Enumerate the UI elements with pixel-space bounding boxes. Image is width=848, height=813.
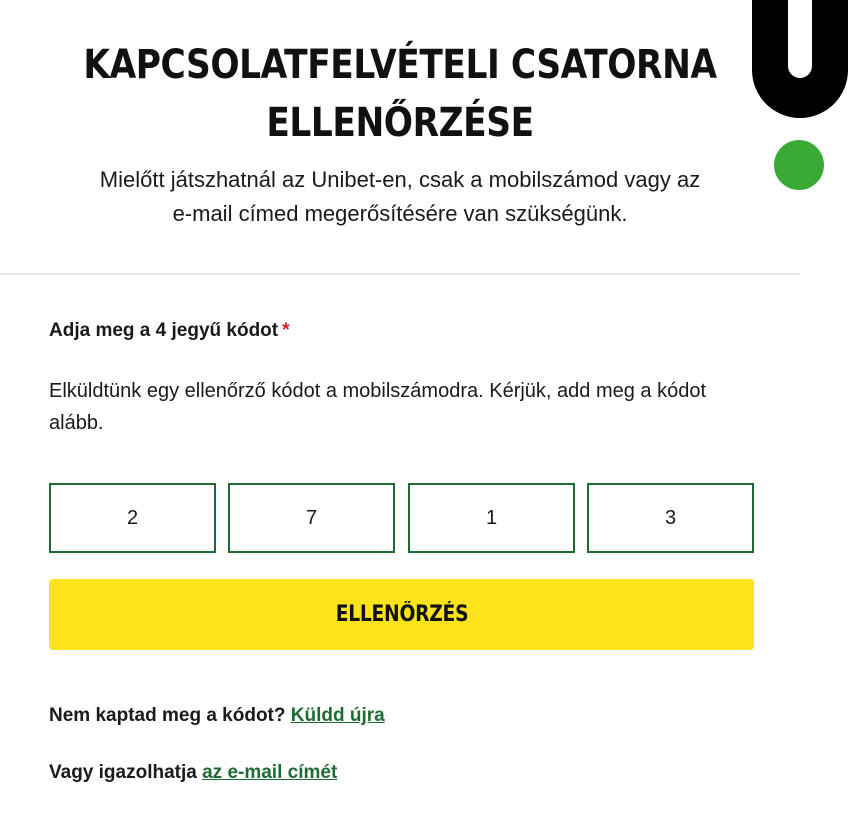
verify-button[interactable]: [49, 579, 754, 650]
required-marker: *: [282, 320, 290, 341]
page-title-line-2: ELLENŐRZÉSE: [266, 100, 534, 146]
section-divider: [0, 273, 800, 275]
email-verify-row: [49, 762, 337, 784]
page-title: [56, 36, 744, 152]
verify-button-label: ELLENŐRZÉS: [335, 602, 468, 627]
verify-email-link[interactable]: az e-mail címét: [202, 762, 338, 783]
code-digit-input-3[interactable]: [408, 483, 575, 553]
page-subtitle-line-1: Mielőtt játszhatnál az Unibet-en, csak a mobilszámod vagy az: [99, 167, 701, 192]
page-subtitle-line-2: e-mail címed megerősítésére van szükségünk.: [172, 201, 628, 226]
resend-code-row: [49, 705, 385, 727]
resend-code-link[interactable]: Küldd újra: [290, 705, 385, 726]
page-title-line-1: KAPCSOLATFELVÉTELI CSATORNA: [83, 42, 717, 88]
page-subtitle: [0, 163, 800, 231]
code-digit-input-4[interactable]: [587, 483, 754, 553]
code-field-label-text: Adja meg a 4 jegyű kódot: [49, 320, 279, 341]
code-instructions: Elküldtünk egy ellenőrző kódot a mobilszámodra. Kérjük, add meg a kódot alább.: [49, 380, 707, 434]
code-digit-input-2[interactable]: [228, 483, 395, 553]
code-field-label: [49, 320, 290, 342]
email-prompt: Vagy igazolhatja: [49, 762, 197, 783]
code-input-group: [49, 483, 754, 553]
resend-prompt: Nem kaptad meg a kódot?: [49, 705, 286, 726]
code-digit-input-1[interactable]: [49, 483, 216, 553]
unibet-logo-icon: [752, 0, 848, 200]
